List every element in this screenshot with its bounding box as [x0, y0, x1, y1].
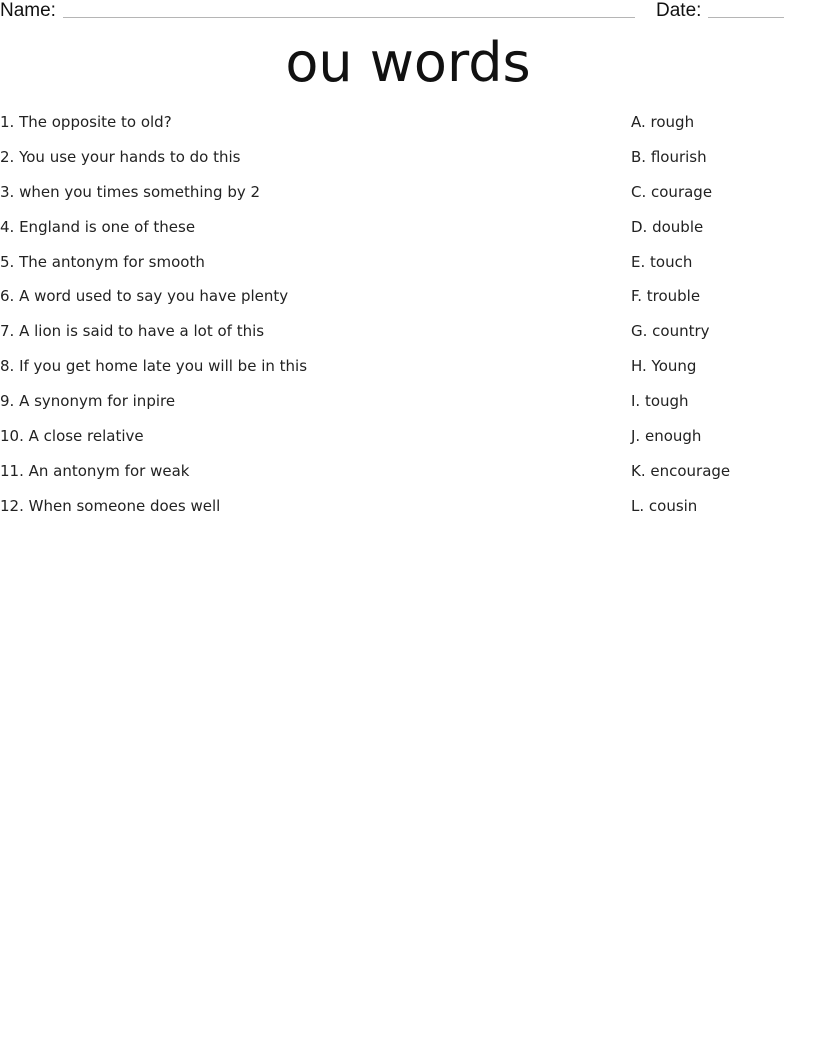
question-item: 1. The opposite to old?: [0, 113, 172, 131]
question-item: 10. A close relative: [0, 427, 144, 446]
question-item: 3. when you times something by 2: [0, 182, 261, 201]
date-label: Date:: [656, 0, 702, 21]
answer-item: B. flourish: [631, 147, 707, 166]
worksheet-header: [0, 0, 816, 22]
question-item: 5. The antonym for smooth: [0, 252, 205, 271]
question-item: 4. England is one of these: [0, 217, 196, 236]
answer-item: J. enough: [631, 427, 702, 446]
name-blank-line: [63, 17, 635, 18]
answer-item: L. cousin: [631, 496, 698, 515]
question-list: [0, 109, 600, 528]
answer-item: I. tough: [631, 392, 689, 411]
answer-item: E. touch: [631, 252, 693, 271]
date-blank-line: [708, 17, 784, 18]
answer-item: A. rough: [631, 113, 695, 131]
question-item: 2. You use your hands to do this: [0, 147, 241, 166]
question-item: 9. A synonym for inpire: [0, 392, 176, 411]
answer-item: F. trouble: [631, 287, 701, 306]
question-item: 8. If you get home late you will be in this: [0, 357, 308, 376]
question-item: 11. An antonym for weak: [0, 461, 190, 480]
worksheet-title: ou words: [285, 31, 531, 94]
question-item: 6. A word used to say you have plenty: [0, 287, 289, 306]
answer-list: [631, 109, 811, 528]
answer-item: H. Young: [631, 357, 697, 376]
answer-item: G. country: [631, 322, 710, 341]
question-item: 7. A lion is said to have a lot of this: [0, 322, 265, 341]
question-item: 12. When someone does well: [0, 496, 221, 515]
answer-item: D. double: [631, 217, 704, 236]
answer-item: C. courage: [631, 182, 713, 201]
name-label: Name:: [0, 0, 56, 21]
answer-item: K. encourage: [631, 461, 731, 480]
